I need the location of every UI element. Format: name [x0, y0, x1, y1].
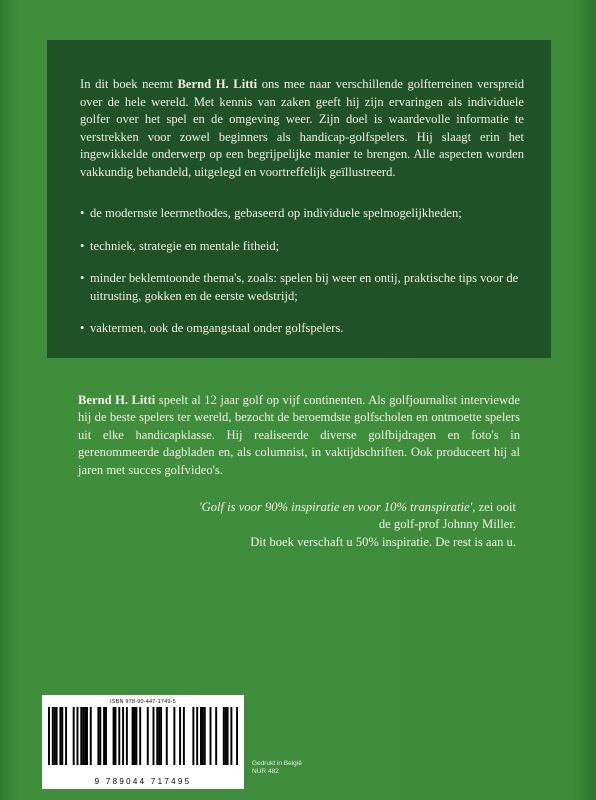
barcode-bar: [153, 707, 155, 765]
barcode-bar: [223, 707, 225, 765]
barcode-bar: [147, 707, 149, 765]
printed-in-text: Gedrukt in België: [252, 760, 302, 767]
intro-text-rest: ons mee naar verschillende golfterreinen verspreid over de hele wereld. Met kennis van zaken geeft hij zijn ervaringen als individuele golfer over het spel en de omgeving weer. Zijn doel is waardevolle informatie te verstrekken voor zowel beginners als handicap-golfspelers. Hij slaagt erin het ingewikkelde onderwerp op een begrijpelijke manier te brengen. Alle aspecten worden vakkundig behandeld, uitgelegd en voortreffelijk geïllustreerd.: [80, 77, 524, 179]
barcode-bar: [105, 707, 107, 765]
barcode-bar: [90, 707, 92, 765]
barcode-bar: [236, 707, 238, 765]
barcode-bar: [115, 707, 117, 765]
bullet-icon: •: [80, 238, 85, 253]
intro-paragraph: [80, 76, 524, 181]
list-item-text: techniek, strategie en mentale fitheid;: [90, 238, 280, 253]
bullet-icon: •: [80, 206, 85, 220]
barcode-bar: [160, 707, 162, 765]
quote-block: [186, 499, 516, 551]
barcode-label: [42, 695, 244, 789]
intro-author-name: Bernd H. Litti: [177, 77, 258, 91]
barcode-bar: [73, 707, 75, 765]
barcode-bar: [99, 707, 101, 765]
barcode-bar: [173, 707, 175, 765]
barcode-bar: [113, 707, 115, 765]
quote-italic: 'Golf is voor 90% inspiratie en voor 10% transpiratie': [198, 500, 473, 514]
barcode-bar: [59, 707, 61, 765]
list-item-text: de modernste leermethodes, gebaseerd op individuele spelmogelijkheden;: [90, 206, 462, 220]
barcode-bar: [156, 707, 158, 765]
barcode-bar: [65, 707, 67, 765]
barcode-bar: [134, 707, 136, 765]
quote-closing-line: Dit boek verschaft u 50% inspiratie. De rest is aan u.: [250, 534, 516, 549]
barcode-bar: [202, 707, 204, 765]
barcode-bar: [52, 707, 54, 765]
feature-list: [80, 205, 524, 338]
barcode-bar: [122, 707, 124, 765]
barcode-digits: 9 789044 717495: [94, 777, 192, 786]
barcode-bar: [135, 707, 137, 765]
barcode-bar: [77, 707, 79, 765]
barcode-bar: [166, 707, 168, 765]
bullet-icon: •: [80, 321, 85, 335]
barcode-bar: [80, 707, 82, 765]
intro-text-start: In dit boek neemt: [80, 77, 178, 91]
barcode-bar: [183, 707, 185, 765]
barcode-bar: [56, 707, 58, 765]
barcode-bar: [215, 707, 217, 765]
list-item-text: minder beklemtoonde thema's, zoals: spelen bij weer en ontij, praktische tips voor de uitrusting, gokken en de eerste wedstrijd;: [90, 271, 519, 303]
barcode-bar: [227, 707, 229, 765]
barcode-bar: [84, 707, 86, 765]
barcode-bar: [179, 707, 181, 765]
barcode-bar: [54, 707, 56, 765]
bio-author-name: Bernd H. Litti: [78, 393, 156, 407]
barcode-bar: [126, 707, 128, 765]
bio-text: speelt al 12 jaar golf op vijf continenten. Als golfjournalist interviewde hij de beste spelers ter wereld, bezocht de beroemdste golfscholen en ontmoette spelers uit elke handicapklasse. Hij realiseerde diverse golfbijdragen en foto's in gerenommeerde dagbladen en, als columnist, in vaktijdschriften. Ook produceert hij al jaren met succes golfvideo's.: [78, 393, 520, 477]
isbn-number: ISBN 978-90-447-1749-5: [110, 699, 176, 705]
barcode-bar: [48, 707, 50, 765]
barcode-bar: [139, 707, 141, 765]
list-item: [80, 270, 524, 305]
barcode-bar: [225, 707, 227, 765]
barcode-bar: [192, 707, 194, 765]
barcode-bar: [82, 707, 84, 765]
barcode-bar: [103, 707, 105, 765]
nur-code: NUR 482: [252, 768, 279, 775]
barcode-bar: [204, 707, 206, 765]
barcode-icon: [48, 707, 238, 775]
quote-attribution: , zei ooit de golf-prof Johnny Miller.: [378, 500, 516, 532]
barcode-bar: [86, 707, 88, 765]
list-item: [80, 205, 524, 223]
description-panel: [47, 40, 551, 358]
barcode-bar: [97, 707, 99, 765]
barcode-bar: [196, 707, 198, 765]
barcode-bar: [200, 707, 202, 765]
barcode-bar: [132, 707, 134, 765]
barcode-bar: [158, 707, 160, 765]
barcode-bar: [210, 707, 212, 765]
list-item: [80, 320, 524, 338]
barcode-bar: [118, 707, 120, 765]
list-item-text: vaktermen, ook de omgangstaal onder golfspelers.: [90, 321, 344, 335]
barcode-bar: [61, 707, 63, 765]
author-bio: [78, 392, 520, 479]
print-info: [252, 760, 302, 776]
barcode-bar: [230, 707, 232, 765]
list-item: [80, 238, 524, 256]
bullet-icon: •: [80, 271, 85, 285]
